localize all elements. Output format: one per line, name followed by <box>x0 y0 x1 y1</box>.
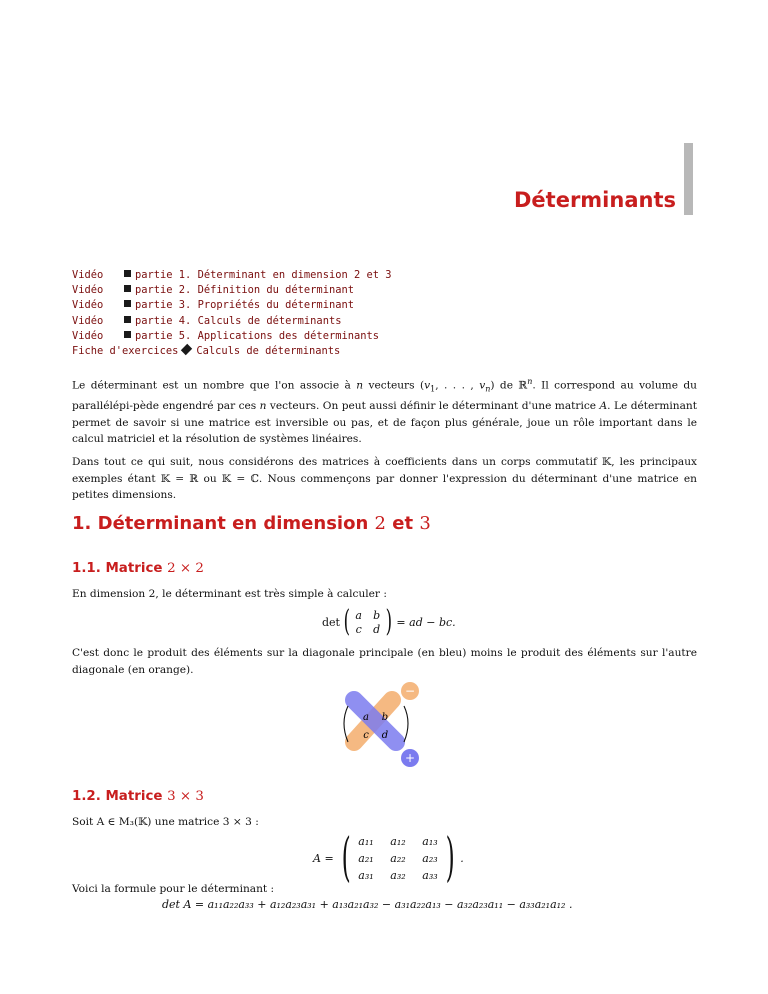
formula-intro: Voici la formule pour le déterminant : <box>72 883 275 895</box>
intro-paragraph-2: Dans tout ce qui suit, nous considérons des matrices à coefficients dans un corps commutatif 𝕂, les principaux exemples étant 𝕂 = ℝ ou 𝕂 = ℂ. Nous commençons par donner l'expression du déterminant d'une matrice en petites dimensions. <box>72 456 697 502</box>
sub11-text: En dimension 2, le déterminant est très simple à calculer : <box>72 588 387 600</box>
square-icon <box>124 270 131 277</box>
matrix-3x3: A = ( a₁₁ a₁₂ a₁₃ a₂₁ a₂₂ a₂₃ a₃₁ a₃₂ a₃₃ ) . <box>313 828 464 888</box>
svg-text:d: d <box>381 730 389 741</box>
page-title: Déterminants <box>513 188 676 212</box>
svg-text:a: a <box>363 712 369 723</box>
video-links <box>72 268 392 359</box>
det-2x2-formula: det ( a b c d ) = ad − bc. <box>322 604 456 639</box>
link-video-2[interactable]: Vidéo partie 2. Définition du déterminant <box>72 284 354 297</box>
diamond-icon <box>181 344 192 355</box>
title-bar <box>684 143 693 215</box>
square-icon <box>124 331 131 338</box>
svg-text:b: b <box>381 712 389 723</box>
square-icon <box>124 316 131 323</box>
link-video-5[interactable]: Vidéo partie 5. Applications des déterminants <box>72 329 379 342</box>
diagonal-diagram <box>330 678 430 770</box>
section-heading-1: 1. Déterminant en dimension 2 et 3 <box>72 513 431 534</box>
intro-paragraph-1: Le déterminant est un nombre que l'on associe à n vecteurs ($v_1$, . . . , $v_n$) de ℝ$^n$. Il correspond au volume du parallélépi-pède engendré par ces n vecteurs. On peut aussi définir le déterminant d'une matrice A. Le déterminant permet de savoir si une matrice est inversible ou pas, et de façon plus générale, joue un rôle important dans le calcul matriciel et la résolution de systèmes linéaires. <box>72 377 698 446</box>
link-video-1[interactable]: Vidéo partie 1. Déterminant en dimension 2 et 3 <box>72 269 392 281</box>
link-video-4[interactable]: Vidéo partie 4. Calculs de déterminants <box>72 314 342 327</box>
subsection-heading-1-2: 1.2. Matrice 3 × 3 <box>72 789 204 804</box>
svg-text:c: c <box>363 730 369 741</box>
sub12-text: Soit A ∈ M₃(𝕂) une matrice 3 × 3 : <box>72 816 259 828</box>
det-3x3-formula: det A = a₁₁a₂₂a₃₃ + a₁₂a₂₃a₃₁ + a₁₃a₂₁a₃₂ − a₃₁a₂₂a₁₃ − a₃₂a₂₃a₁₁ − a₃₃a₂₁a₁₂ . <box>162 898 573 911</box>
link-video-3[interactable]: Vidéo partie 3. Propriétés du déterminant <box>72 299 354 312</box>
square-icon <box>124 300 131 307</box>
svg-text:−: − <box>404 684 416 698</box>
sub11-text-2: C'est donc le produit des éléments sur la diagonale principale (en bleu) moins le produit des éléments sur l'autre diagonale (en orange). <box>72 647 697 676</box>
link-exercises[interactable]: Fiche d'exercices Calculs de déterminants <box>72 344 341 357</box>
square-icon <box>124 285 131 292</box>
svg-text:+: + <box>404 751 416 765</box>
subsection-heading-1-1: 1.1. Matrice 2 × 2 <box>72 561 204 576</box>
